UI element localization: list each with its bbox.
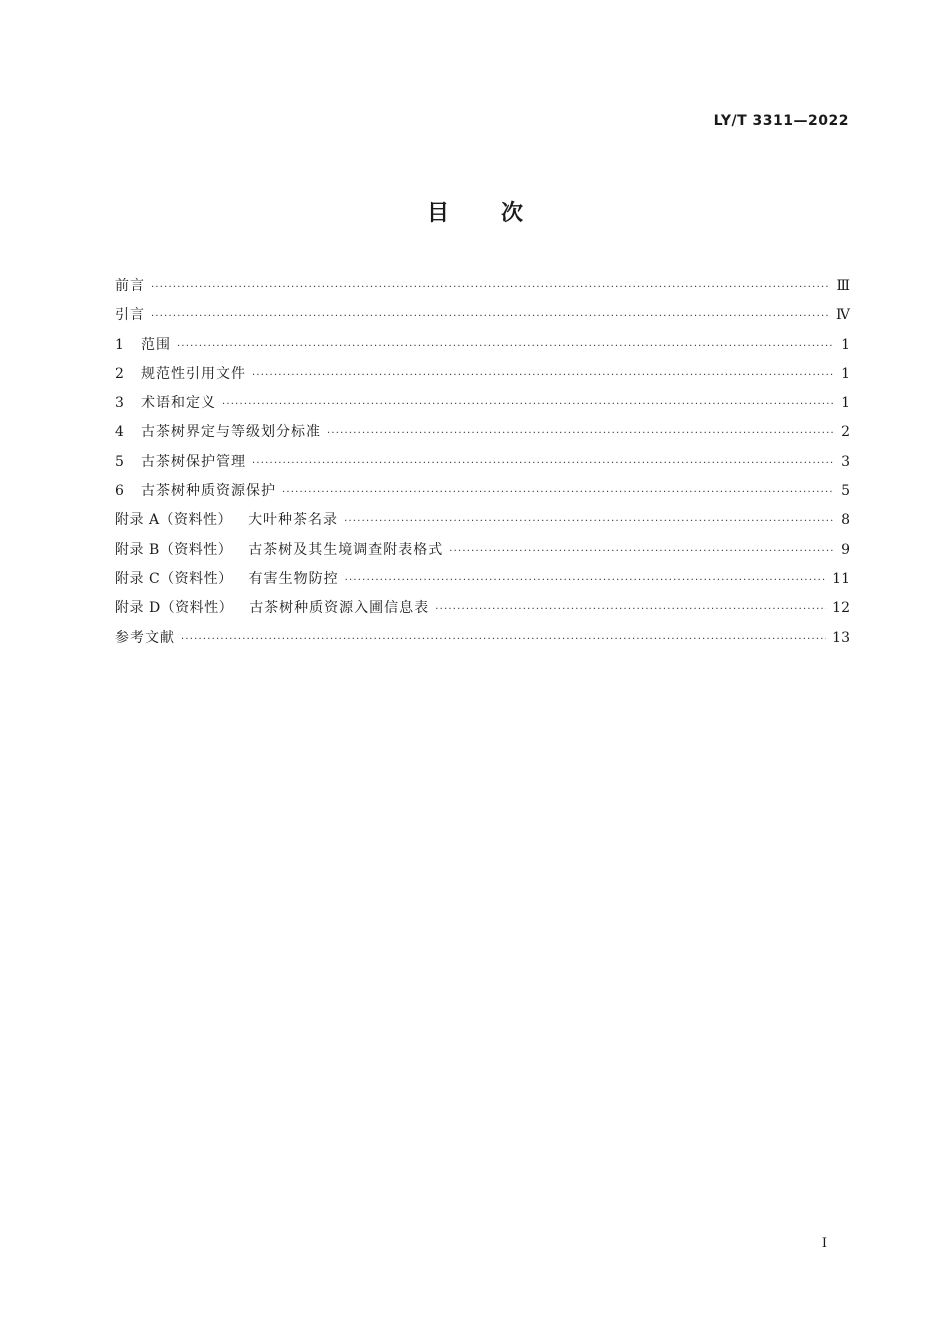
toc-leader-dots [151, 302, 830, 331]
toc-entry-number: 3 [115, 395, 124, 412]
toc-entry[interactable] [115, 536, 850, 565]
toc-entry-title: 古茶树保护管理 [141, 453, 246, 470]
toc-entry-title: 古茶树界定与等级划分标准 [141, 424, 321, 441]
toc-entry-number: 6 [115, 483, 124, 500]
toc-entry-title: 参考文献 [115, 629, 175, 646]
toc-entry[interactable] [115, 360, 850, 389]
toc-entry-page: 1 [841, 336, 850, 353]
toc-entry-title: 古茶树种质资源保护 [141, 483, 276, 500]
toc-entry-title: 引言 [115, 307, 145, 324]
page-number: Ⅰ [821, 1236, 827, 1251]
toc-entry[interactable] [115, 389, 850, 418]
toc-leader-dots [327, 419, 834, 448]
toc-entry-page: 12 [832, 600, 850, 617]
toc-entry-page: 9 [841, 541, 850, 558]
toc-leader-dots [252, 449, 834, 478]
toc-entry-title: 大叶种茶名录 [248, 512, 339, 529]
toc-entry[interactable] [115, 418, 850, 447]
toc-entry-appendix-prefix: 附录 A（资料性） [115, 512, 233, 529]
toc-entry-appendix-prefix: 附录 D（资料性） [115, 600, 234, 617]
toc-entry[interactable] [115, 477, 850, 506]
toc-entry-number: 4 [115, 424, 124, 441]
toc-entry[interactable] [115, 448, 850, 477]
table-of-contents [115, 272, 850, 653]
toc-leader-dots [282, 478, 834, 507]
toc-entry[interactable] [115, 331, 850, 360]
toc-entry-title: 有害生物防控 [248, 570, 339, 587]
toc-leader-dots [222, 390, 834, 419]
toc-entry-title: 术语和定义 [141, 395, 216, 412]
toc-leader-dots [252, 361, 834, 390]
toc-entry-page: 13 [832, 629, 850, 646]
toc-entry[interactable] [115, 506, 850, 535]
toc-entry[interactable] [115, 624, 850, 653]
toc-entry[interactable] [115, 565, 850, 594]
toc-leader-dots [344, 507, 834, 536]
toc-entry-title: 古茶树及其生境调查附表格式 [248, 541, 444, 558]
toc-leader-dots [181, 625, 826, 654]
toc-entry-number: 5 [115, 453, 124, 470]
toc-entry-page: 1 [841, 365, 850, 382]
toc-entry-page: 3 [841, 453, 850, 470]
toc-entry-page: Ⅲ [836, 278, 850, 294]
toc-leader-dots [345, 566, 827, 595]
toc-entry-title: 规范性引用文件 [141, 365, 246, 382]
toc-entry-page: 1 [841, 395, 850, 412]
toc-entry-title: 范围 [141, 336, 171, 353]
toc-entry[interactable] [115, 594, 850, 623]
toc-entry-appendix-prefix: 附录 B（资料性） [115, 541, 233, 558]
toc-entry-page: 11 [832, 570, 850, 587]
toc-entry-number: 2 [115, 365, 124, 382]
toc-entry-title: 前言 [115, 278, 145, 294]
toc-entry-page: 8 [841, 512, 850, 529]
page-title-part2: 次 [501, 201, 524, 226]
toc-leader-dots [177, 332, 834, 361]
toc-entry-appendix-prefix: 附录 C（资料性） [115, 570, 233, 587]
toc-leader-dots [449, 537, 834, 566]
toc-entry-page: Ⅳ [836, 307, 850, 324]
toc-entry-page: 2 [841, 424, 850, 441]
toc-entry-title: 古茶树种质资源入圃信息表 [249, 600, 430, 617]
toc-leader-dots [435, 595, 826, 624]
toc-entry[interactable] [115, 301, 850, 330]
toc-entry-page: 5 [841, 483, 850, 500]
page-title [0, 196, 950, 227]
standard-code: LY/T 3311—2022 [713, 113, 849, 129]
page-title-part1: 目 [426, 201, 449, 226]
toc-leader-dots [151, 273, 830, 302]
toc-entry-number: 1 [115, 336, 124, 353]
toc-entry[interactable] [115, 272, 850, 301]
